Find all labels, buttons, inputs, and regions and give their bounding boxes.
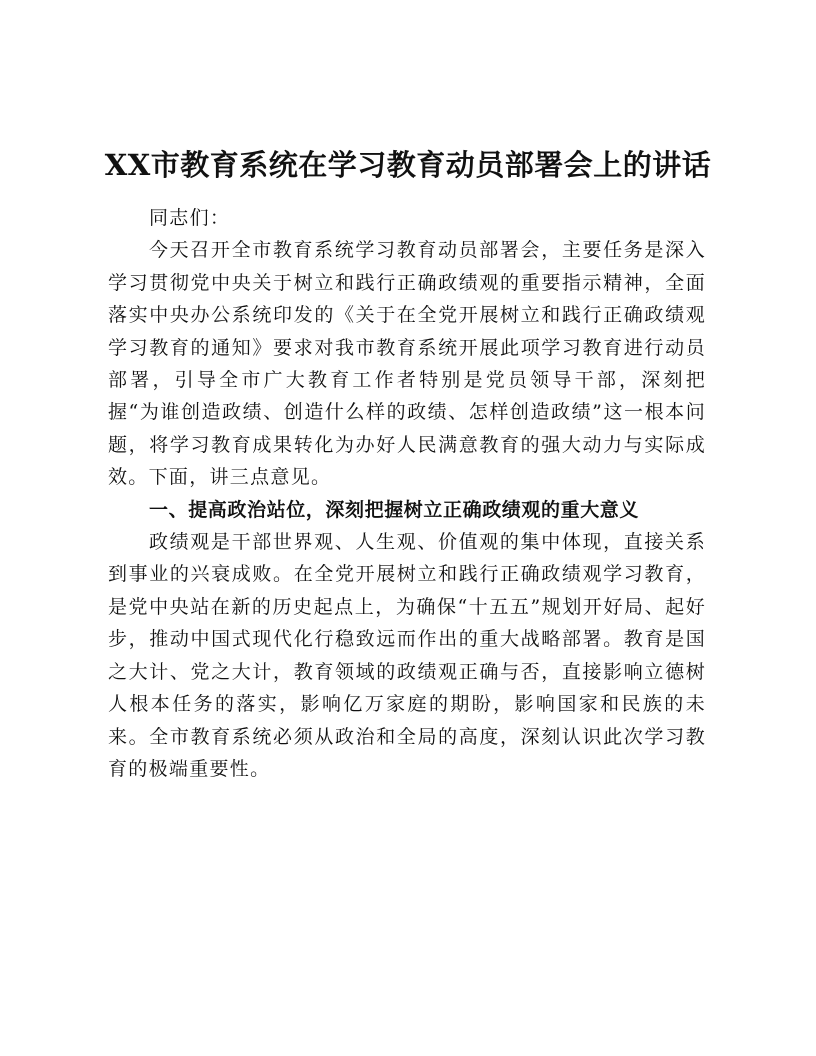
document-body (108, 202, 706, 785)
section-heading-1: 一、提高政治站位，深刻把握树立正确政绩观的重大意义 (149, 498, 640, 521)
salutation: 同志们： (149, 207, 231, 229)
paragraph-introduction: 今天召开全市教育系统学习教育动员部署会，主要任务是深入学习贯彻党中央关于树立和践行正确政绩观的重要指示精神，全面落实中央办公系统印发的《关于在全党开展树立和践行正确政绩观学习教育的通知》要求对我市教育系统开展此项学习教育进行动员部署，引导全市广大教育工作者特别是党员领导干部，深刻把握“为谁创造政绩、创造什么样的政绩、怎样创造政绩”这一根本问题，将学习教育成果转化为办好人民满意教育的强大动力与实际成效。下面，讲三点意见。 (108, 239, 706, 489)
document-title: XX市教育系统在学习教育动员部署会上的讲话 (104, 148, 712, 182)
paragraph-section-1: 政绩观是干部世界观、人生观、价值观的集中体现，直接关系到事业的兴衰成败。在全党开展树立和践行正确政绩观学习教育，是党中央站在新的历史起点上，为确保“十五五”规划开好局、起好步，推动中国式现代化行稳致远而作出的重大战略部署。教育是国之大计、党之大计，教育领域的政绩观正确与否，直接影响立德树人根本任务的落实，影响亿万家庭的期盼，影响国家和民族的未来。全市教育系统必须从政治和全局的高度，深刻认识此次学习教育的极端重要性。 (108, 531, 706, 780)
